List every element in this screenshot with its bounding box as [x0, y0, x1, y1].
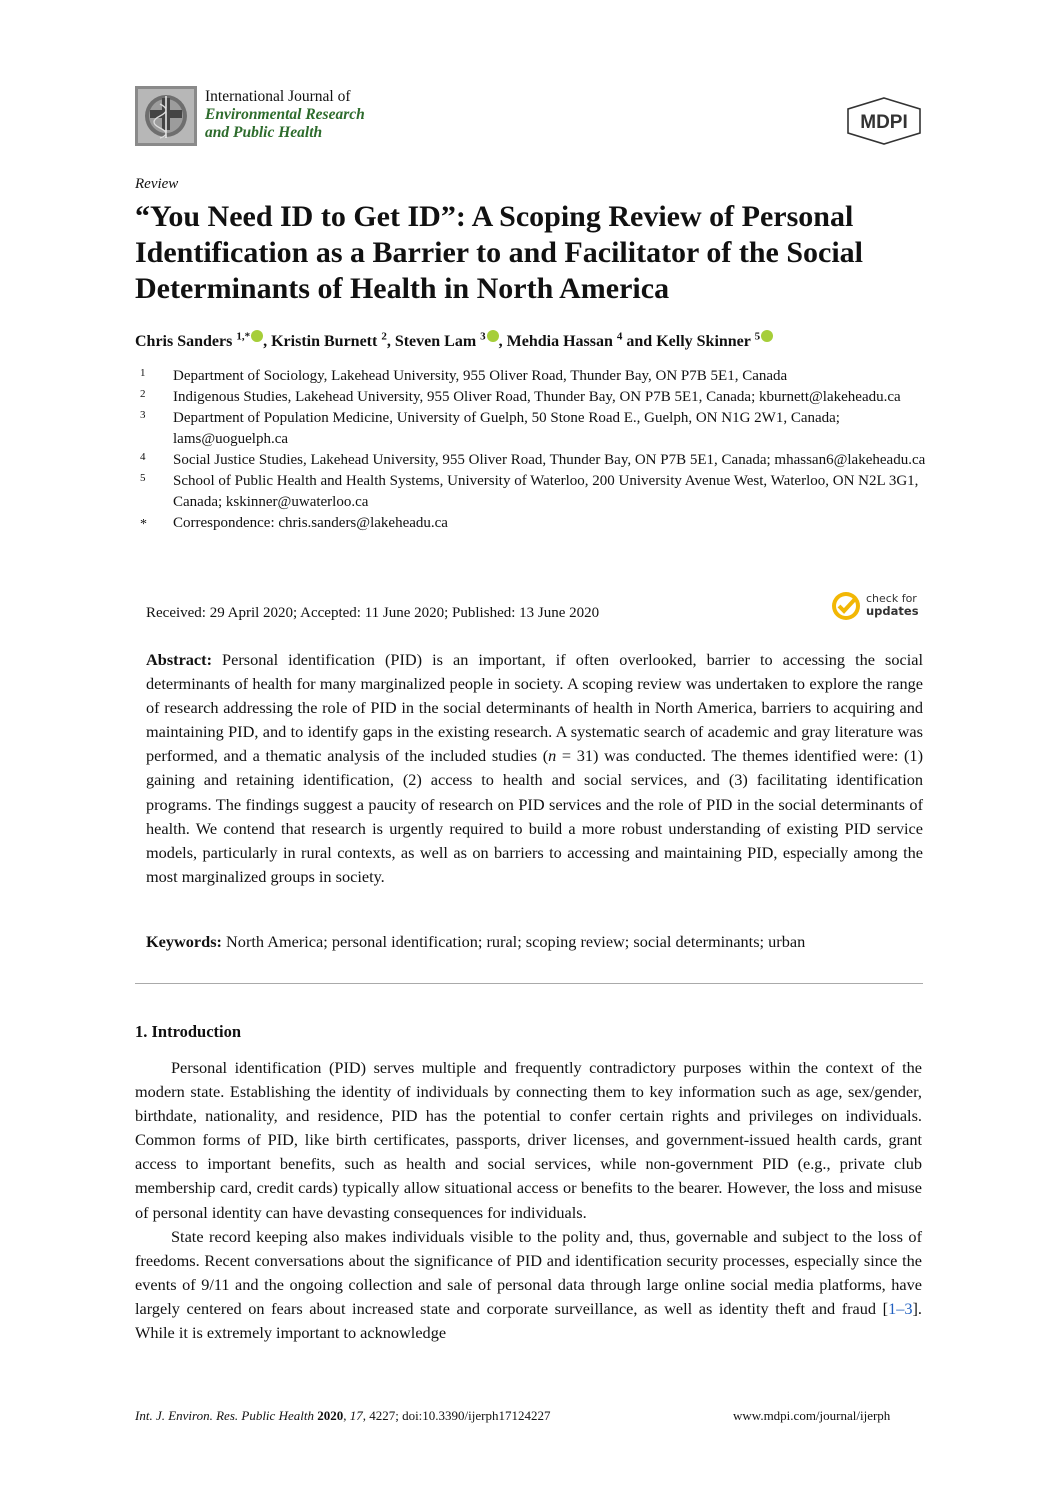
abstract-text: Personal identification (PID) is an important, if often overlooked, barrier to accessing the social determinants of health for many marginalized people in society. A scoping review was undertaken to explore the range of research addressing the role of PID in the social determinants of health in North America, barriers to acquiring and maintaining PID, and to identify gaps in the existing research. A systematic search of academic and gray literature was performed, and a thematic analysis of the included studies (: [146, 650, 923, 766]
author-affiliation-marker: 3: [480, 330, 486, 343]
keywords-text: North America; personal identification; rural; scoping review; social determinants; urban: [226, 932, 806, 951]
author-list: [135, 330, 773, 351]
affiliation-text: Correspondence: chris.sanders@lakeheadu.ca: [173, 515, 448, 531]
affiliation-number: *: [140, 517, 147, 532]
author-affiliation-marker: 5: [754, 330, 761, 343]
author-affiliation-marker: 1,*: [236, 330, 251, 343]
abstract-text-cont: = 31) was conducted. The themes identified were: (1) gaining and retaining identification, (2) access to health and social services, and (3) facilitating identification programs. The findings suggest a paucity of research on PID services and the role of PID in the social determinants of health. We contend that research is urgently required to build a more robust understanding of existing PID service models, particularly in rural contexts, as well as on barriers to accessing and maintaining PID, especially among the most marginalized groups in society.: [146, 746, 923, 886]
author-name: Kristin Burnett: [271, 333, 378, 350]
check-for-updates-icon: [830, 590, 862, 622]
affiliation-item: [140, 450, 930, 471]
affiliation-number: 1: [140, 367, 146, 379]
orcid-icon[interactable]: [487, 330, 499, 342]
publication-dates: Received: 29 April 2020; Accepted: 11 June 2020; Published: 13 June 2020: [146, 605, 600, 621]
check-for-updates-label: check for: [866, 592, 917, 605]
author-affiliation-marker: 4: [616, 330, 623, 343]
journal-logo-icon: [135, 86, 197, 146]
affiliation-number: 4: [140, 451, 146, 463]
affiliation-text: Indigenous Studies, Lakehead University, 955 Oliver Road, Thunder Bay, ON P7B 5E1, Canada; kburnett@lakeheadu.ca: [173, 389, 901, 405]
affiliation-item: [140, 408, 930, 450]
affiliation-text: Social Justice Studies, Lakehead University, 955 Oliver Road, Thunder Bay, ON P7B 5E1, Canada; mhassan6@lakeheadu.ca: [173, 452, 926, 468]
affiliation-item: [140, 366, 930, 387]
author-name: Steven Lam: [394, 333, 477, 350]
author-name: Kelly Skinner: [656, 333, 751, 350]
orcid-icon[interactable]: [251, 330, 263, 342]
footer-volume: 17: [349, 1408, 363, 1423]
section-divider: [135, 983, 923, 984]
affiliation-number: 5: [140, 472, 146, 484]
affiliation-list: [140, 366, 930, 537]
citation-link[interactable]: 1–3: [888, 1298, 913, 1318]
author: [271, 330, 395, 350]
author: [506, 330, 657, 350]
author-separator: ,: [386, 333, 395, 350]
author: [656, 330, 773, 350]
journal-name-line3: and Public Health: [205, 124, 323, 141]
affiliation-item: [140, 513, 930, 537]
affiliation-number: 2: [140, 388, 146, 400]
affiliation-item: [140, 471, 930, 513]
abstract: [146, 648, 923, 889]
keywords: [146, 932, 936, 952]
section-heading: 1. Introduction: [135, 1022, 242, 1041]
affiliation-number: 3: [140, 409, 146, 421]
journal-name-line2: Environmental Research: [205, 106, 365, 123]
author: [394, 330, 507, 350]
publisher-name: MDPI: [860, 112, 908, 133]
orcid-icon[interactable]: [761, 330, 773, 342]
footer-year: 2020: [317, 1408, 344, 1423]
abstract-label: Abstract:: [146, 650, 213, 669]
author-separator: and: [622, 333, 657, 350]
section-body: [135, 1056, 922, 1345]
affiliation-text: School of Public Health and Health Systems, University of Waterloo, 200 University Avenue West, Waterloo, ON N2L 3G1, Canada; kskinner@uwaterloo.ca: [173, 473, 919, 510]
footer-journal-abbr: Int. J. Environ. Res. Public Health: [135, 1408, 314, 1423]
affiliation-text: Department of Sociology, Lakehead University, 955 Oliver Road, Thunder Bay, ON P7B 5E1, Canada: [173, 368, 788, 384]
journal-name-line1: International Journal of: [205, 88, 351, 105]
author-separator: ,: [498, 333, 507, 350]
affiliation-text: Department of Population Medicine, University of Guelph, 50 Stone Road E., Guelph, ON N1G 2W1, Canada; lams@uoguelph.ca: [173, 410, 840, 447]
author-name: Chris Sanders: [135, 333, 233, 350]
author-affiliation-marker: 2: [381, 330, 387, 343]
article-title: “You Need ID to Get ID”: A Scoping Review of Personal Identification as a Barrier to and Facilitator of the Social Determinants of Health in North America: [135, 200, 863, 305]
footer-citation: Int. J. Environ. Res. Public Health 2020, 17, 4227; doi:10.3390/ijerph17124227: [135, 1408, 551, 1423]
footer-doi: , 4227; doi:10.3390/ijerph17124227: [362, 1408, 551, 1423]
footer-url[interactable]: www.mdpi.com/journal/ijerph: [733, 1408, 891, 1423]
author-separator: ,: [263, 333, 272, 350]
journal-name: [205, 88, 365, 142]
author-name: Mehdia Hassan: [506, 333, 613, 350]
check-for-updates-button[interactable]: [830, 590, 925, 624]
abstract-n-variable: n: [548, 746, 557, 766]
check-for-updates-label-bold: updates: [866, 604, 919, 618]
keywords-label: Keywords:: [146, 932, 222, 951]
article-type: Review: [135, 176, 179, 192]
paragraph: Personal identification (PID) serves multiple and frequently contradictory purposes within the context of the modern state. Establishing the identity of individuals by connecting them to key information such as age, sex/gender, birthdate, nationality, and residence, PID has the potential to confer certain rights and privileges on individuals. Common forms of PID, like birth certificates, passports, driver licenses, and government-issued health cards, grant access to important benefits, such as health and social services, while non-government PID (e.g., private club membership card, credit cards) typically allow situational access or benefits to the bearer. However, the loss and misuse of personal identity can have devasting consequences for individuals.: [135, 1058, 922, 1222]
affiliation-item: [140, 387, 930, 408]
mdpi-logo-icon: [845, 97, 923, 145]
author: [135, 330, 272, 350]
paragraph: State record keeping also makes individuals visible to the polity and, thus, governable and subject to the loss of freedoms. Recent conversations about the significance of PID and identification security processes, especially since the events of 9/11 and the ongoing collection and sale of personal data through large online social media platforms, have largely centered on fears about increased state and corporate surveillance, as well as identity theft and fraud [1–3]. While it is extremely important to acknowledge: [135, 1226, 922, 1343]
